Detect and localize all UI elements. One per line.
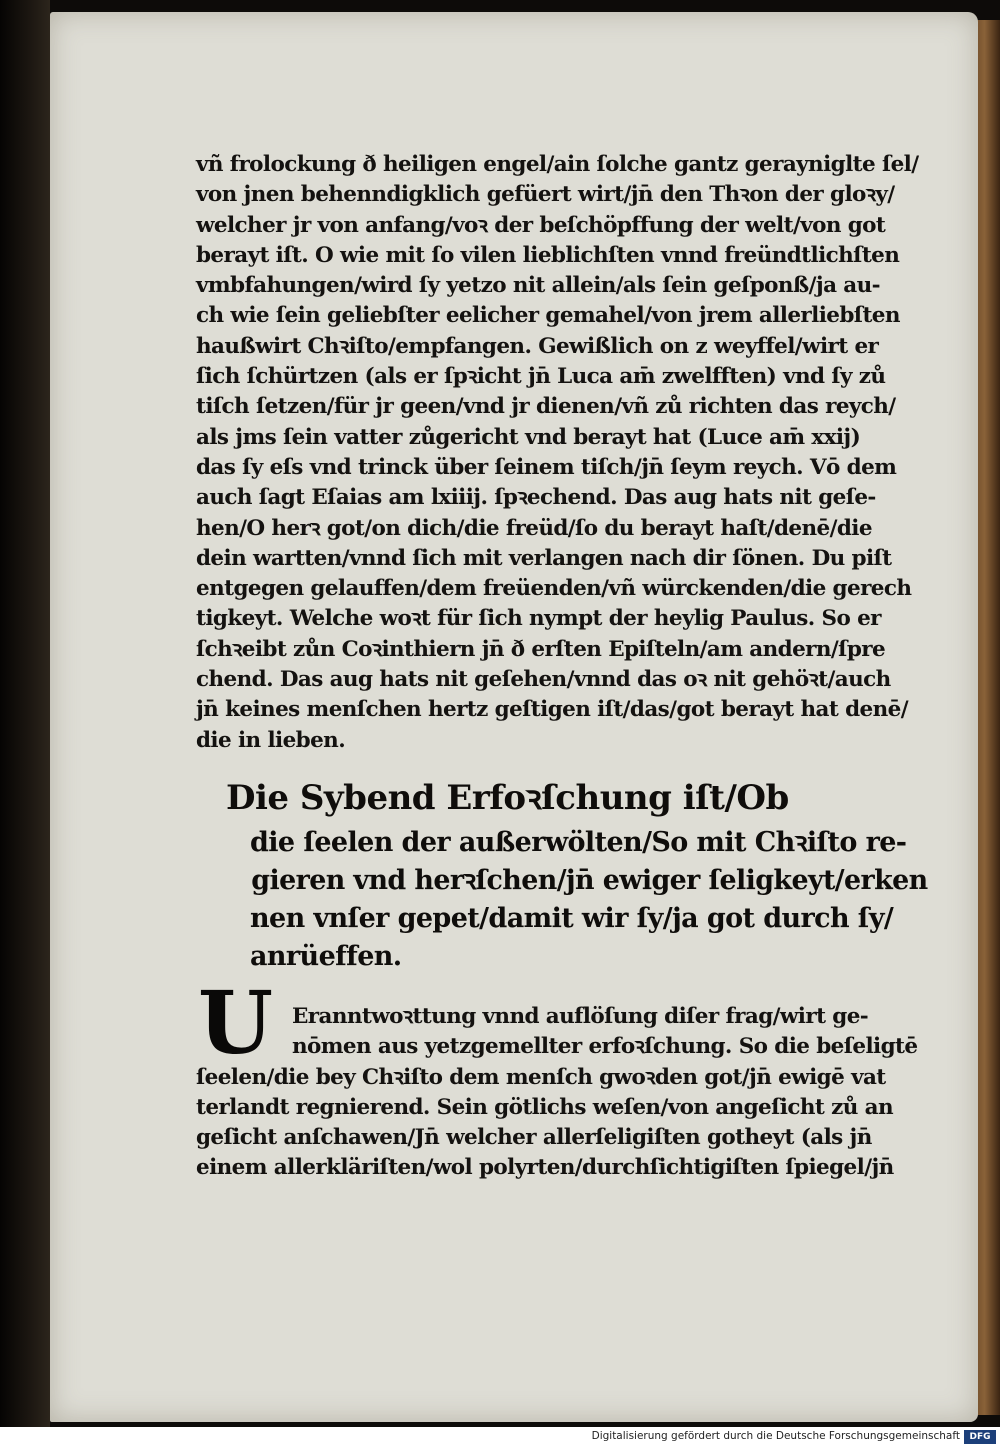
text-line: haußwirt Chꝛiſto/empfangen. Gewißlich on z weyffel/wirt er	[196, 333, 879, 359]
text-line: tiſch ſetzen/für jr geen/vnd jr dienen/vñ zů richten das reych/	[196, 394, 896, 420]
text-line: welcher jr von anfang/voꝛ der beſchöpffung der welt/von got	[196, 212, 886, 238]
text-line: auch ſagt Eſaias am lxiiij. ſpꝛechend. Das aug hats nit geſe-	[196, 485, 876, 511]
text-line: terlandt regnierend. Sein götlichs weſen/von angeſicht zů an	[196, 1094, 893, 1120]
heading-line: die ſeelen der außerwölten/So mit Chꝛiſto re-	[250, 827, 907, 858]
text-line: geſicht anſchawen/Jn̄ welcher allerſeligiſten gotheyt (als jn̄	[196, 1125, 872, 1151]
text-line: das ſy eſs vnd trinck über ſeinem tiſch/jn̄ ſeym reych. Vō dem	[196, 454, 897, 480]
decorated-initial: U	[198, 973, 273, 1074]
text-line: ſeelen/die bey Chꝛiſto dem menſch gwoꝛden got/jn̄ ewigē vat	[196, 1064, 886, 1090]
body-text	[196, 150, 936, 756]
text-line: die in lieben.	[196, 727, 346, 753]
heading-line: gieren vnd herꝛſchen/jn̄ ewiger ſeligkeyt/erken	[251, 865, 928, 896]
text-line: einem allerkläriſten/wol polyrten/durchſichtigiſten ſpiegel/jn̄	[196, 1155, 894, 1181]
text-line: vmbfahungen/wird ſy yetzo nit allein/als ſein geſponß/ja au-	[196, 273, 880, 299]
funding-credit: Digitalisierung gefördert durch die Deutsche Forschungsgemeinschaft	[591, 1430, 960, 1442]
book-binding	[0, 0, 50, 1427]
text-line: entgegen gelauffen/dem freüenden/vñ würckenden/die gerech	[196, 576, 912, 602]
heading-line: nen vnſer gepet/damit wir ſy/ja got durch ſy/	[250, 903, 894, 934]
section-heading	[200, 772, 940, 976]
text-line: Eranntwoꝛttung vnnd auflöſung diſer frag/wirt ge-	[292, 1004, 869, 1029]
text-line: berayt iſt. O wie mit ſo vilen lieblichſten vnnd freündtlichſten	[196, 242, 900, 268]
text-line: chend. Das aug hats nit geſehen/vnnd das oꝛ nit gehöꝛt/auch	[196, 667, 891, 693]
text-line: ch wie ſein geliebſter eelicher gemahel/von jrem allerliebſten	[196, 303, 900, 329]
answer-paragraph	[196, 973, 936, 1184]
text-line: hen/O herꝛ got/on dich/die freüd/ſo du berayt haſt/denē/die	[196, 515, 872, 541]
text-line: von jnen behenndigklich gefüert wirt/jn̄ den Thꝛon der gloꝛy/	[196, 182, 895, 208]
text-line: jn̄ keines menſchen hertz geſtigen iſt/das/got berayt hat denē/	[196, 697, 908, 723]
text-line: tigkeyt. Welche woꝛt für ſich nympt der heylig Paulus. So er	[196, 606, 881, 632]
text-line: nōmen aus yetzgemellter erfoꝛſchung. So die beſeligtē	[292, 1034, 918, 1060]
text-line: ſich ſchürtzen (als er ſpꝛicht jn̄ Luca am̄ zwelfften) vnd ſy zů	[196, 364, 886, 390]
heading-line: anrüeffen.	[250, 941, 402, 972]
footer-bar	[0, 1427, 1000, 1447]
text-line: ſchꝛeibt zůn Coꝛinthiern jn̄ ð erſten Epiſteln/am andern/ſpre	[196, 636, 886, 662]
text-line: vñ frolockung ð heiligen engel/ain ſolche gantz gerayniglte ſel/	[196, 152, 919, 177]
text-line: als jms ſein vatter zůgericht vnd berayt hat (Luce am̄ xxij)	[196, 424, 861, 450]
dfg-logo: DFG	[964, 1430, 996, 1444]
text-line: dein wartten/vnnd ſich mit verlangen nach dir ſönen. Du piſt	[196, 545, 892, 571]
heading-title-line: Die Sybend Erfoꝛſchung iſt/Ob	[226, 778, 789, 818]
